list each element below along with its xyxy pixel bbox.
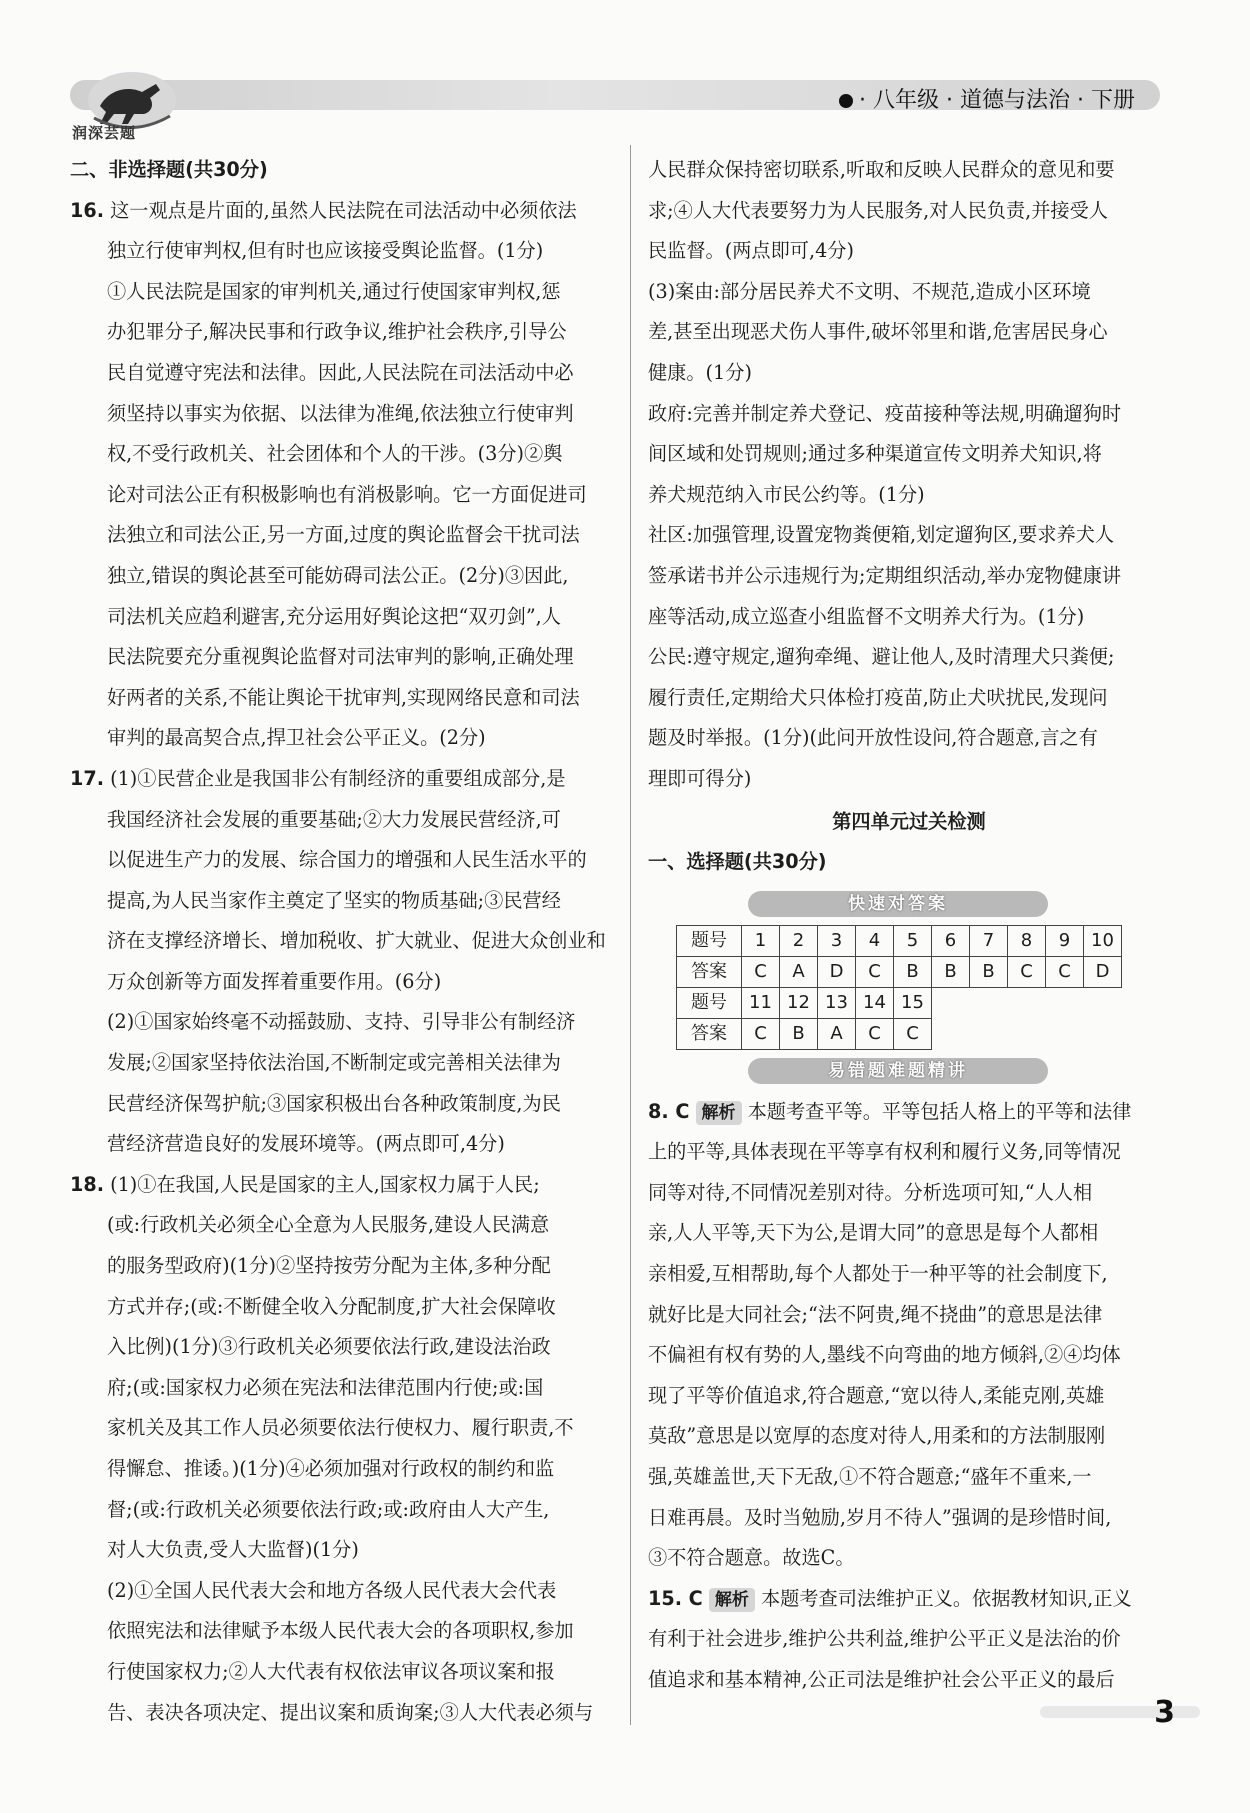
right-column	[648, 150, 1170, 1701]
answers-banner: 快速对答案	[748, 891, 1048, 917]
answer-8-analysis: 8. C 解析 本题考查平等。平等包括人格上的平等和法律 上的平等,具体表现在平等享有权利和履行义务,同等情况 同等对待,不同情况差别对待。分析选项可知,“人人相 亲,人人平等,天下为公,是谓大同”的意思是每个人都相 亲相爱,互相帮助,每个人都处于一种平等的社会制度下, 就好比是大同社会;“法不阿贵,绳不挠曲”的意思是法律 不偏袒有权有势的人,墨线不向弯曲的地方倾斜,②④均体 现了平等价值追求,符合题意,“宽以待人,柔能克刚,英雄 莫敌”意思是以宽厚的态度对待人,用柔和的方法制服刚 强,英雄盖世,天下无敌,①不符合题意;“盛年不重来,一 日难再晨。及时当勉励,岁月不待人”强调的是珍惜时间, ③不符合题意。故选C。	[648, 1099, 1132, 1570]
footer-decoration	[1040, 1706, 1200, 1718]
bullet-dot-icon	[839, 94, 853, 108]
page-header-title: · 八年级 · 道德与法治 · 下册	[839, 83, 1135, 114]
question-17: 17. (1)①民营企业是我国非公有制经济的重要组成部分,是 我国经济社会发展的重要基础;②大力发展民营经济,可 以促进生产力的发展、综合国力的增强和人民生活水平的 提高,为人民当家作主奠定了坚实的物质基础;③民营经 济在支撑经济增长、增加税收、扩大就业、促进大众创业和 万众创新等方面发挥着重要作用。(6分) (2)①国家始终毫不动摇鼓励、支持、引导非公有制经济 发展;②国家坚持依法治国,不断制定或完善相关法律为 民营经济保驾护航;③国家积极出台各种政策制度,为民 营经济营造良好的发展环境等。(两点即可,4分)	[70, 766, 606, 1156]
analysis-tag: 解析	[696, 1101, 742, 1125]
answer-table	[676, 925, 1122, 1050]
question-number: 16.	[70, 198, 104, 222]
logo-text: 润深芸题	[72, 124, 137, 142]
question-18: 18. (1)①在我国,人民是国家的主人,国家权力属于人民; (或:行政机关必须全心全意为人民服务,建设人民满意 的服务型政府)(1分)②坚持按劳分配为主体,多种分配 方式并存;(或:不断健全收入分配制度,扩大社会保障收 入比例)(1分)③行政机关必须要依法行政,建设法治政 府;(或:国家权力必须在宪法和法律范围内行使;或:国 家机关及其工作人员必须要依法行使权力、履行职责,不 得懈怠、推诿。)(1分)④必须加强对行政权的制约和监 督;(或:行政机关必须要依法行政;或:政府由人大产生, 对人大负责,受人大监督)(1分) (2)①全国人民代表大会和地方各级人民代表大会代表 依照宪法和法律赋予本级人民代表大会的各项职权,参加 行使国家权力;②人大代表有权依法审议各项议案和报 告、表决各项决定、提出议案和质询案;③人大代表必须与	[70, 1172, 594, 1724]
analysis-tag: 解析	[709, 1588, 755, 1612]
unit-title: 第四单元过关检测	[832, 809, 986, 833]
table-row: 题号 11 12 13 14 15	[677, 987, 1122, 1018]
question-16: 16. 这一观点是片面的,虽然人民法院在司法活动中必须依法 独立行使审判权,但有时也应该接受舆论监督。(1分) ①人民法院是国家的审判机关,通过行使国家审判权,惩 办犯罪分子,解决民事和行政争议,维护社会秩序,引导公 民自觉遵守宪法和法律。因此,人民法院在司法活动中必 须坚持以事实为依据、以法律为准绳,依法独立行使审判 权,不受行政机关、社会团体和个人的干涉。(3分)②舆 论对司法公正有积极影响也有消极影响。它一方面促进司 法独立和司法公正,另一方面,过度的舆论监督会干扰司法 独立,错误的舆论甚至可能妨碍司法公正。(2分)③因此, 司法机关应趋利避害,充分运用好舆论这把“双刃剑”,人 民法院要充分重视舆论监督对司法审判的影响,正确处理 好两者的关系,不能让舆论干扰审判,实现网络民意和司法 审判的最高契合点,捍卫社会公平正义。(2分)	[70, 198, 587, 750]
mc-section-title: 一、选择题(共30分)	[648, 850, 827, 874]
section-title: 二、非选择题(共30分)	[70, 158, 268, 181]
table-row: 答案 C B A C C	[677, 1018, 1122, 1049]
left-column	[70, 150, 612, 1733]
page-number: 3	[1154, 1695, 1175, 1730]
column-divider	[630, 145, 631, 1725]
analysis-banner: 易错题难题精讲	[748, 1058, 1048, 1084]
question-18-continued: 人民群众保持密切联系,听取和反映人民群众的意见和要 求;④人大代表要努力为人民服务,对人民负责,并接受人 民监督。(两点即可,4分) (3)案由:部分居民养犬不文明、不规范,造成小区环境 差,甚至出现恶犬伤人事件,破坏邻里和谐,危害居民身心 健康。(1分) 政府:完善并制定养犬登记、疫苗接种等法规,明确遛狗时 间区域和处罚规则;通过多种渠道宣传文明养犬知识,将 养犬规范纳入市民公约等。(1分) 社区:加强管理,设置宠物粪便箱,划定遛狗区,要求养犬人 签承诺书并公示违规行为;定期组织活动,举办宠物健康讲 座等活动,成立巡查小组监督不文明养犬行为。(1分) 公民:遵守规定,遛狗牵绳、避让他人,及时清理犬只粪便; 履行责任,定期给犬只体检打疫苗,防止犬吠扰民,发现问 题及时举报。(1分)(此问开放性设问,符合题意,言之有 理即可得分)	[648, 158, 1122, 790]
question-number: 17.	[70, 766, 104, 790]
table-row: 题号 1 2 3 4 5 6 7 8 9 10	[677, 925, 1122, 956]
table-row: 答案 C A D C B B B C C D	[677, 956, 1122, 987]
answer-15-analysis: 15. C 解析 本题考查司法维护正义。依据教材知识,正义 有利于社会进步,维护公共利益,维护公平正义是法治的价 值追求和基本精神,公正司法是维护社会公平正义的最后	[648, 1586, 1132, 1691]
question-number: 18.	[70, 1172, 104, 1196]
